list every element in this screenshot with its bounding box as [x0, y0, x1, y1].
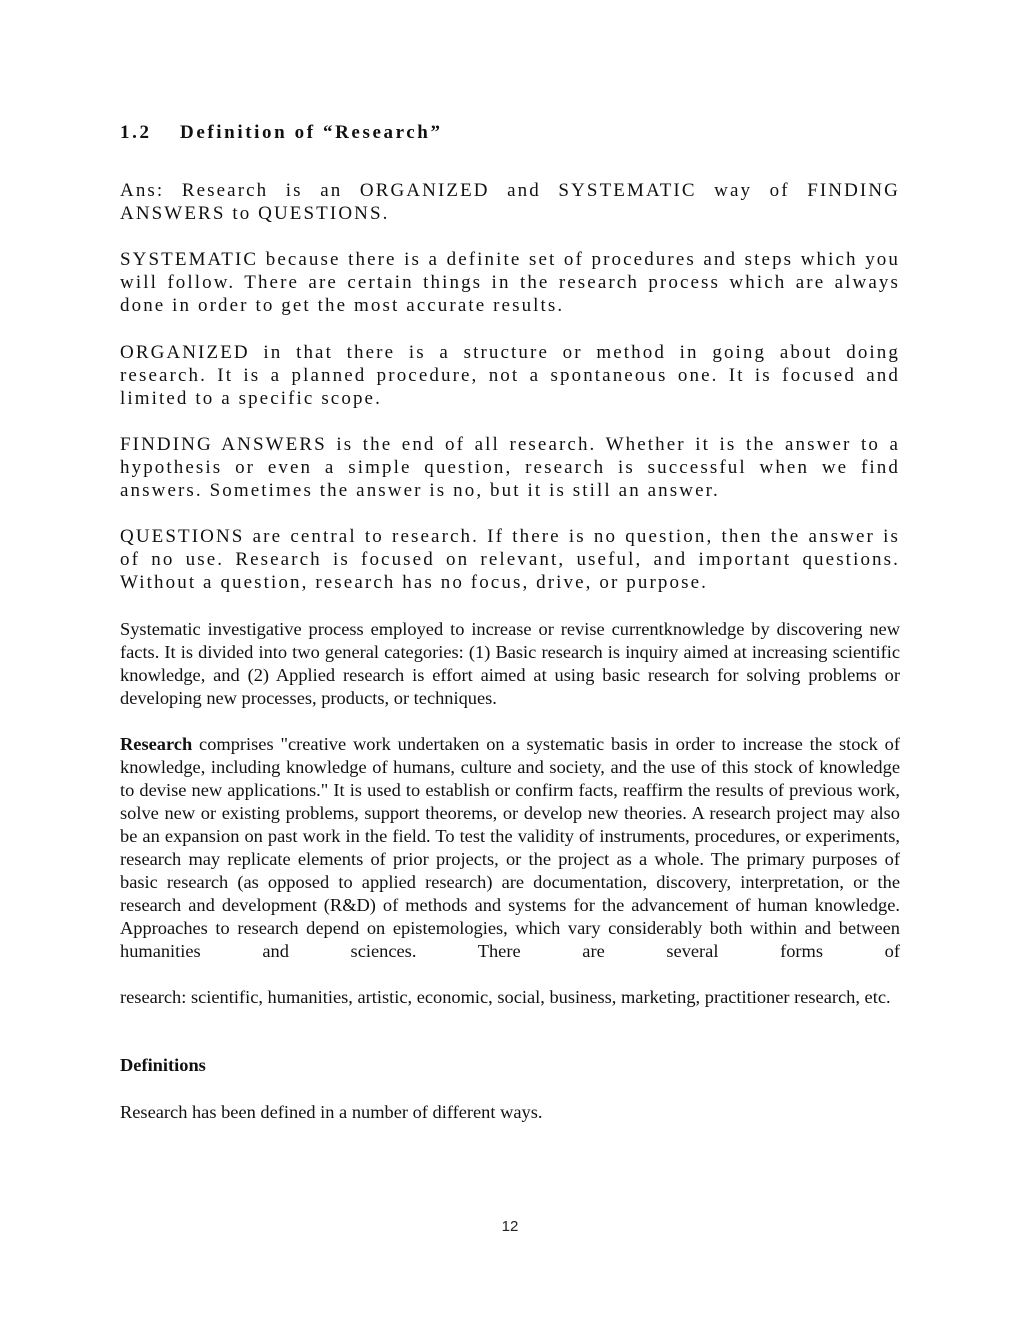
questions-paragraph: QUESTIONS are central to research. If there is no question, then the answer is of no use. Research is focused on relevant, useful, and important questions. Without a question, research has no focus, drive, or purpose.: [120, 526, 900, 593]
research-lead-term: Research: [120, 734, 193, 754]
defined-paragraph: Research has been defined in a number of different ways.: [120, 1102, 543, 1122]
section-number: 1.2: [120, 122, 152, 143]
research-paragraph-body: [120, 733, 900, 986]
section-title: [120, 122, 443, 144]
research-paragraph: [120, 733, 900, 1009]
organized-paragraph: ORGANIZED in that there is a structure or method in going about doing research. It is a planned procedure, not a spontaneous one. It is focused and limited to a specific scope.: [120, 342, 900, 409]
research-paragraph-text: comprises "creative work undertaken on a systematic basis in order to increase the stock of knowledge, including knowledge of humans, culture and society, and the use of this stock of knowledge to devise new applications." It is used to establish or confirm facts, reaffirm the results of previous work, solve new or existing problems, support theorems, or develop new theories. A research project may also be an expansion on past work in the field. To test the validity of instruments, procedures, or experiments, research may replicate elements of prior projects, or the project as a whole. The primary purposes of basic research (as opposed to applied research) are documentation, discovery, interpretation, or the research and development (R&D) of methods and systems for the advancement of human knowledge. Approaches to research depend on epistemologies, which vary considerably both within and between humanities and sciences. There are several forms of: [120, 734, 900, 961]
systematic-process-paragraph: Systematic investigative process employed to increase or revise currentknowledge by discovering new facts. It is divided into two general categories: (1) Basic research is inquiry aimed at increasing scientific knowledge, and (2) Applied research is effort aimed at using basic research for solving problems or developing new processes, products, or techniques.: [120, 619, 900, 708]
page-number: 12: [501, 1218, 519, 1235]
definitions-heading: Definitions: [120, 1055, 206, 1075]
systematic-paragraph: SYSTEMATIC because there is a definite set of procedures and steps which you will follow. There are certain things in the research process which are always done in order to get the most accurate results.: [120, 249, 900, 316]
finding-answers-paragraph: FINDING ANSWERS is the end of all research. Whether it is the answer to a hypothesis or even a simple question, research is successful when we find answers. Sometimes the answer is no, but it is still an answer.: [120, 434, 900, 501]
answer-paragraph: Ans: Research is an ORGANIZED and SYSTEMATIC way of FINDING ANSWERS to QUESTIONS.: [120, 180, 900, 224]
research-paragraph-continuation: research: scientific, humanities, artistic, economic, social, business, marketing, practitioner research, etc.: [120, 987, 891, 1007]
section-title-text: Definition of “Research”: [180, 122, 443, 143]
